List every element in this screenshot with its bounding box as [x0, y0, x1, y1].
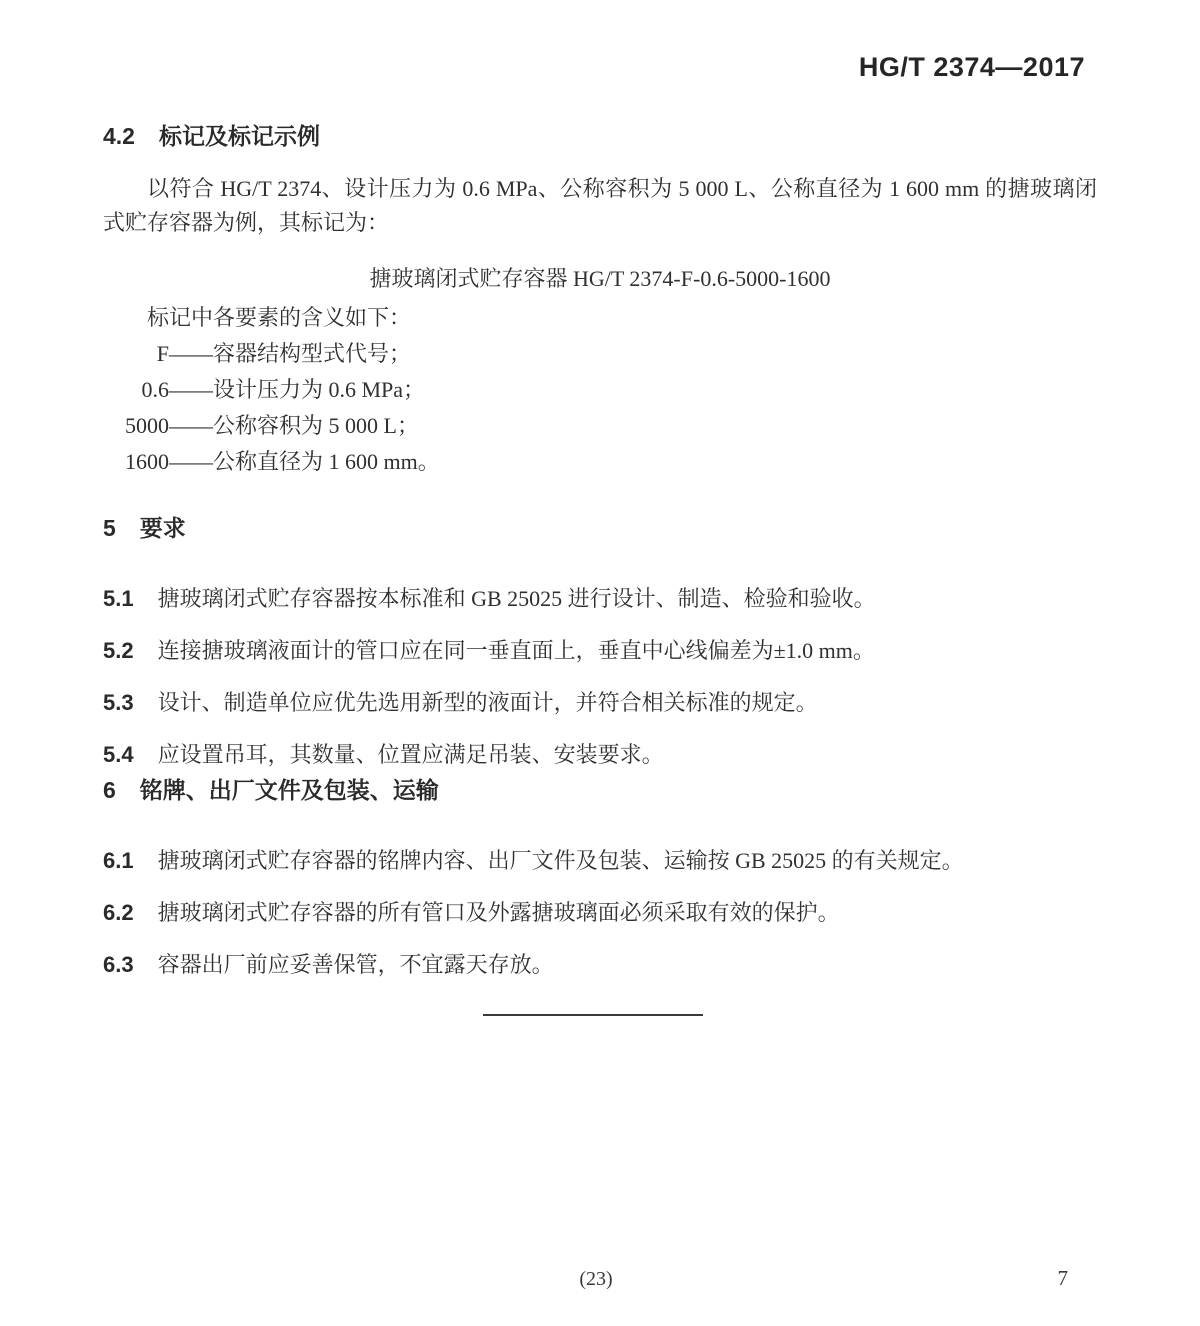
clause-number: 5.3 [103, 690, 134, 715]
clause-text: 容器出厂前应妥善保管，不宜露天存放。 [157, 952, 554, 977]
clause-text: 搪玻璃闭式贮存容器按本标准和 GB 25025 进行设计、制造、检验和验收。 [157, 586, 876, 611]
section-4-2-title: 标记及标记示例 [158, 123, 320, 149]
legend-meaning: ——公称直径为 1 600 mm。 [169, 449, 440, 474]
clause-number: 6.3 [103, 952, 134, 977]
clause-text: 连接搪玻璃液面计的管口应在同一垂直面上，垂直中心线偏差为±1.0 mm。 [157, 638, 875, 663]
clause-text: 搪玻璃闭式贮存容器的铭牌内容、出厂文件及包装、运输按 GB 25025 的有关规定。 [157, 848, 964, 873]
legend-code: 5000 [125, 413, 169, 438]
legend-row-pressure [103, 372, 1097, 408]
clause-6-3 [103, 952, 1097, 978]
legend-code: 1600 [125, 449, 169, 474]
legend-meaning: ——公称容积为 5 000 L； [169, 413, 419, 438]
clause-text: 设计、制造单位应优先选用新型的液面计，并符合相关标准的规定。 [157, 690, 818, 715]
section-4-2-number: 4.2 [103, 123, 135, 149]
clause-5-1 [103, 586, 1097, 612]
clause-number: 5.1 [103, 586, 134, 611]
marking-example-paragraph: 以符合 HG/T 2374、设计压力为 0.6 MPa、公称容积为 5 000 L、公称直径为 1 600 mm 的搪玻璃闭式贮存容器为例，其标记为： [103, 176, 1097, 235]
clause-number: 6.1 [103, 848, 134, 873]
standard-number-header: HG/T 2374—2017 [858, 52, 1085, 82]
clause-text: 应设置吊耳，其数量、位置应满足吊装、安装要求。 [157, 742, 664, 767]
clause-number: 6.2 [103, 900, 134, 925]
page-content [103, 122, 1097, 1016]
section-6-heading [103, 776, 1097, 804]
legend-meaning: ——容器结构型式代号； [169, 341, 412, 366]
end-of-text-divider [483, 1014, 703, 1016]
legend-row-f [103, 336, 1097, 372]
legend-code: 0.6 [141, 377, 169, 402]
legend-code: F [156, 341, 169, 366]
section-6-number: 6 [103, 777, 116, 803]
legend-row-diameter [103, 444, 1097, 480]
legend-meaning: ——设计压力为 0.6 MPa； [169, 377, 426, 402]
clause-5-2 [103, 638, 1097, 664]
clause-5-4 [103, 742, 1097, 768]
clause-6-2 [103, 900, 1097, 926]
clause-6-1 [103, 848, 1097, 874]
clause-5-3 [103, 690, 1097, 716]
legend-intro-line: 标记中各要素的含义如下： [147, 305, 412, 330]
section-4-2-heading [103, 122, 1097, 150]
footer-sheet-reference: (23) [579, 1268, 613, 1290]
clause-text: 搪玻璃闭式贮存容器的所有管口及外露搪玻璃面必须采取有效的保护。 [157, 900, 840, 925]
legend-row-volume [103, 408, 1097, 444]
section-5-title: 要求 [139, 515, 186, 541]
footer-page-number: 7 [1057, 1266, 1068, 1290]
section-5-heading [103, 514, 1097, 542]
section-6-title: 铭牌、出厂文件及包装、运输 [139, 777, 439, 803]
clause-number: 5.4 [103, 742, 134, 767]
designation-line: 搪玻璃闭式贮存容器 HG/T 2374-F-0.6-5000-1600 [369, 266, 831, 291]
section-5-number: 5 [103, 515, 116, 541]
clause-number: 5.2 [103, 638, 134, 663]
